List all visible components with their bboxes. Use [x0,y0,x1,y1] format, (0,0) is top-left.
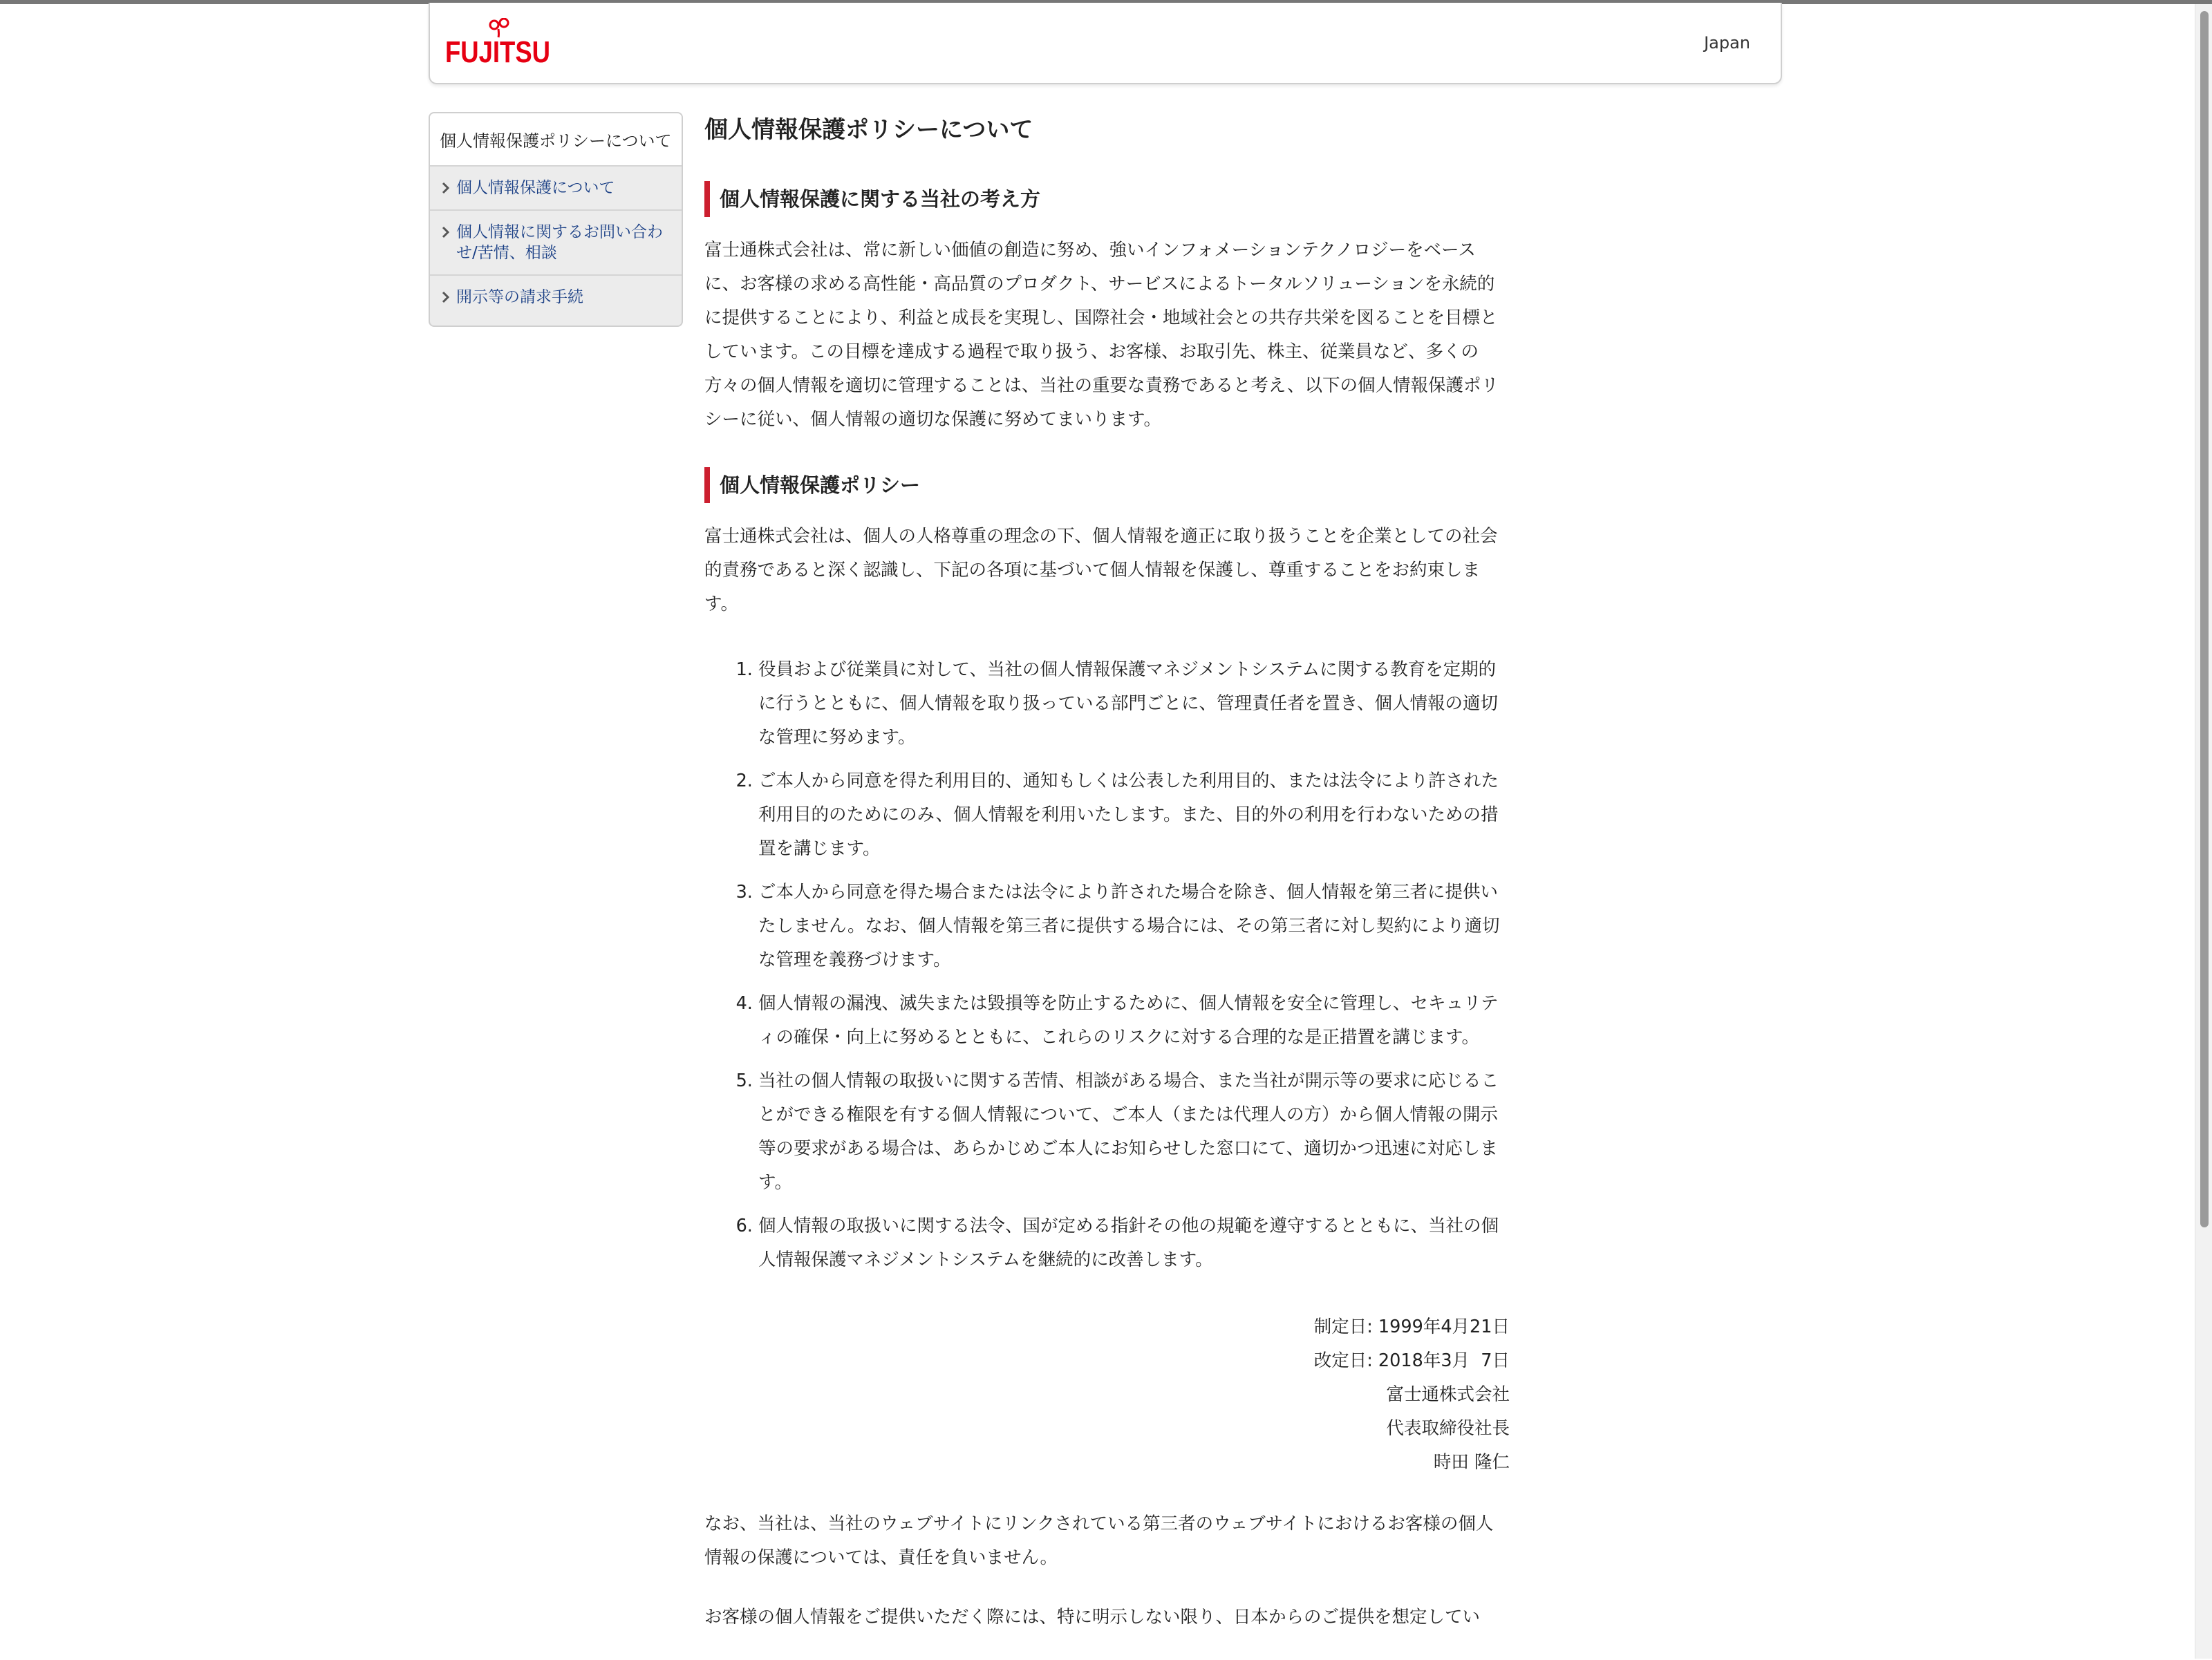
sidebar-item-disclosure-request[interactable] [430,276,682,326]
section-heading-policy: 個人情報保護ポリシー [704,467,1510,503]
main-content [704,109,1510,1660]
sidebar-nav [429,112,683,327]
fujitsu-logo[interactable] [445,18,563,73]
policy-item: 4. 個人情報の漏洩、滅失または毀損等を防止するために、個人情報を安全に管理し、セキュリティの確保・向上に努めるとともに、これらのリスクに対する合理的な是正措置を講じます。 [758,987,1510,1055]
sidebar-item-label: 個人情報保護について [456,179,615,197]
sidebar-heading[interactable]: 個人情報保護ポリシーについて [430,113,682,167]
policy-item: 6. 個人情報の取扱いに関する法令、国が定める指針その他の規範を遵守するとともに、当社の個人情報保護マネジメントシステムを継続的に改善します。 [758,1209,1510,1277]
policy-item: 1. 役員および従業員に対して、当社の個人情報保護マネジメントシステムに関する教育を定期的に行うとともに、個人情報を取り扱っている部門ごとに、管理責任者を置き、個人情報の適切な管理に努めます。 [758,653,1510,755]
sidebar-item-privacy-protection[interactable] [430,167,682,211]
signature-block [704,1310,1510,1480]
site-header [429,3,1782,84]
policy-item: 2. ご本人から同意を得た利用目的、通知もしくは公表した利用目的、または法令により許された利用目的のためにのみ、個人情報を利用いたします。また、目的外の利用を行わないための措置を講じます。 [758,764,1510,866]
revised-date: 改定日: 2018年3月 7日 [1313,1350,1510,1371]
sidebar-item-inquiries[interactable] [430,211,682,276]
scrollbar[interactable] [2195,4,2212,1659]
sidebar-item-label: 開示等の請求手続 [456,288,583,306]
signer-position: 代表取締役社長 [1386,1418,1510,1439]
policy-item: 3. ご本人から同意を得た場合または法令により許された場合を除き、個人情報を第三者に提供いたしません。なお、個人情報を第三者に提供する場合には、その第三者に対し契約により適切な管理を義務づけます。 [758,876,1510,977]
page-title: 個人情報保護ポリシーについて [704,116,1033,144]
signer-name: 時田 隆仁 [1433,1452,1510,1473]
provision-note: お客様の個人情報をご提供いただく際には、特に明示しない限り、日本からのご提供を想定してい [704,1607,1481,1628]
policy-intro: 富士通株式会社は、個人の人格尊重の理念の下、個人情報を適正に取り扱うことを企業としての社会的責務であると深く認識し、下記の各項に基づいて個人情報を保護し、尊重することをお約束します。 [704,526,1498,614]
chevron-right-icon [440,222,452,243]
scrollbar-thumb[interactable] [2200,11,2209,1227]
chevron-right-icon [440,287,452,308]
notes [704,1507,1510,1634]
sidebar-item-label: 個人情報に関するお問い合わせ/苦情、相談 [456,223,663,262]
region-selector[interactable]: Japan [1704,33,1750,53]
svg-text:FUJITSU: FUJITSU [445,35,550,69]
enacted-date: 制定日: 1999年4月21日 [1313,1317,1510,1337]
policy-list [704,653,1510,1277]
chevron-right-icon [440,178,452,198]
policy-item: 5. 当社の個人情報の取扱いに関する苦情、相談がある場合、また当社が開示等の要求に応じることができる権限を有する個人情報について、ご本人（または代理人の方）から個人情報の開示等の要求がある場合は、あらかじめご本人にお知らせした窓口にて、適切かつ迅速に対応します。 [758,1064,1510,1200]
company-name: 富士通株式会社 [1386,1384,1510,1405]
philosophy-paragraph: 富士通株式会社は、常に新しい価値の創造に努め、強いインフォメーションテクノロジーをベースに、お客様の求める高性能・高品質のプロダクト、サービスによるトータルソリューションを永続的に提供することにより、利益と成長を実現し、国際社会・地域社会との共存共栄を図ることを目標としています。この目標を達成する過程で取り扱う、お客様、お取引先、株主、従業員など、多くの方々の個人情報を適切に管理することは、当社の重要な責務であると考え、以下の個人情報保護ポリシーに従い、個人情報の適切な保護に努めてまいります。 [704,240,1499,430]
section-heading-philosophy: 個人情報保護に関する当社の考え方 [704,181,1510,217]
third-party-note: なお、当社は、当社のウェブサイトにリンクされている第三者のウェブサイトにおけるお客様の個人情報の保護については、責任を負いません。 [704,1513,1494,1568]
